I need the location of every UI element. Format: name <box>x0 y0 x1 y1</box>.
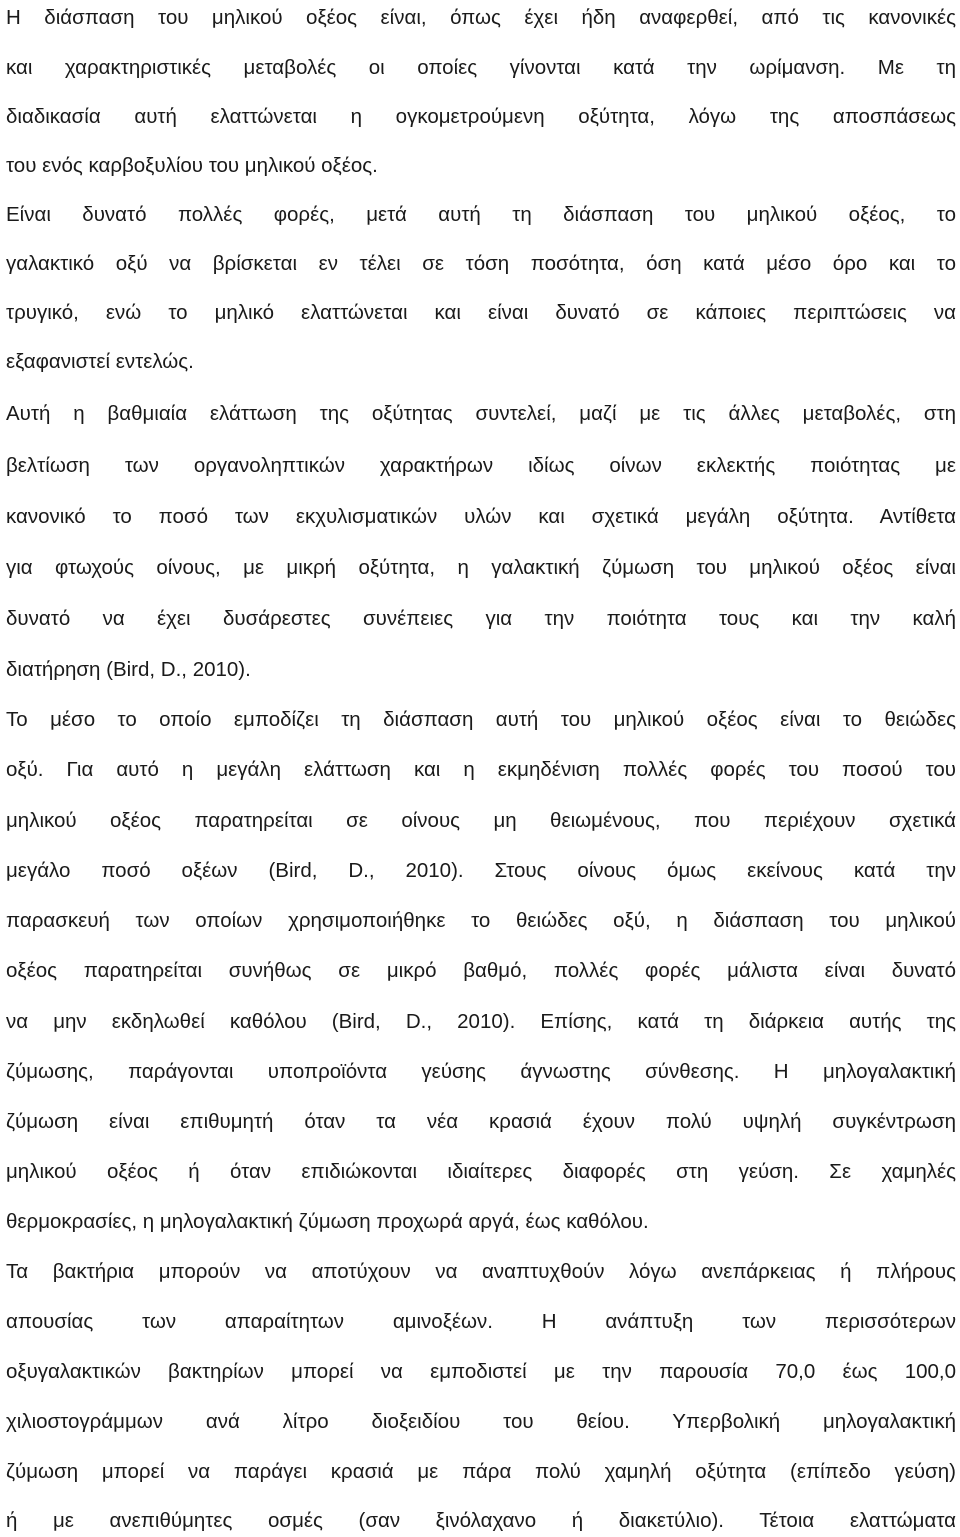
text-line: ζύμωσης, παράγονται υποπροϊόντα γεύσης άγνωστης σύνθεσης. Η μηλογαλακτική <box>6 1060 956 1083</box>
text-line: Αυτή η βαθμιαία ελάττωση της οξύτητας συντελεί, μαζί με τις άλλες μεταβολές, στη <box>6 402 956 425</box>
text-line: Τα βακτήρια μπορούν να αποτύχουν να αναπτυχθούν λόγω ανεπάρκειας ή πλήρους <box>6 1260 956 1283</box>
text-line: οξύ. Για αυτό η μεγάλη ελάττωση και η εκμηδένιση πολλές φορές του ποσού του <box>6 758 956 781</box>
text-line: ζύμωση είναι επιθυμητή όταν τα νέα κρασιά έχουν πολύ υψηλή συγκέντρωση <box>6 1110 956 1133</box>
text-line: εξαφανιστεί εντελώς. <box>6 350 194 373</box>
text-line: χιλιοστογράμμων ανά λίτρο διοξειδίου του θείου. Υπερβολική μηλογαλακτική <box>6 1410 956 1433</box>
text-line: γαλακτικό οξύ να βρίσκεται εν τέλει σε τόση ποσότητα, όση κατά μέσο όρο και το <box>6 252 956 275</box>
text-line: τρυγικό, ενώ το μηλικό ελαττώνεται και είναι δυνατό σε κάποιες περιπτώσεις να <box>6 301 956 324</box>
text-line: θερμοκρασίες, η μηλογαλακτική ζύμωση προχωρά αργά, έως καθόλου. <box>6 1210 649 1233</box>
text-line: μηλικού οξέος ή όταν επιδιώκονται ιδιαίτερες διαφορές στη γεύση. Σε χαμηλές <box>6 1160 956 1183</box>
text-line: Το μέσο το οποίο εμποδίζει τη διάσπαση αυτή του μηλικού οξέος είναι το θειώδες <box>6 708 956 731</box>
text-line: ή με ανεπιθύμητες οσμές (σαν ξινόλαχανο ή διακετύλιο). Τέτοια ελαττώματα <box>6 1509 956 1532</box>
text-line: ζύμωση μπορεί να παράγει κρασιά με πάρα πολύ χαμηλή οξύτητα (επίπεδο γεύση) <box>6 1460 956 1483</box>
text-line: διατήρηση (Bird, D., 2010). <box>6 658 251 681</box>
text-line: απουσίας των απαραίτητων αμινοξέων. Η ανάπτυξη των περισσότερων <box>6 1310 956 1333</box>
text-line: μεγάλο ποσό οξέων (Bird, D., 2010). Στους οίνους όμως εκείνους κατά την <box>6 859 956 882</box>
text-line: και χαρακτηριστικές μεταβολές οι οποίες γίνονται κατά την ωρίμανση. Με τη <box>6 56 956 79</box>
text-line: βελτίωση των οργανοληπτικών χαρακτήρων ιδίως οίνων εκλεκτής ποιότητας με <box>6 454 956 477</box>
text-line: Είναι δυνατό πολλές φορές, μετά αυτή τη διάσπαση του μηλικού οξέος, το <box>6 203 956 226</box>
text-line: κανονικό το ποσό των εκχυλισματικών υλών και σχετικά μεγάλη οξύτητα. Αντίθετα <box>6 505 956 528</box>
text-line: να μην εκδηλωθεί καθόλου (Bird, D., 2010). Επίσης, κατά τη διάρκεια αυτής της <box>6 1010 956 1033</box>
text-line: οξυγαλακτικών βακτηρίων μπορεί να εμποδιστεί με την παρουσία 70,0 έως 100,0 <box>6 1360 956 1383</box>
text-line: του ενός καρβοξυλίου του μηλικού οξέος. <box>6 154 378 177</box>
text-line: παρασκευή των οποίων χρησιμοποιήθηκε το θειώδες οξύ, η διάσπαση του μηλικού <box>6 909 956 932</box>
text-line: μηλικού οξέος παρατηρείται σε οίνους μη θειωμένους, που περιέχουν σχετικά <box>6 809 956 832</box>
text-line: για φτωχούς οίνους, με μικρή οξύτητα, η γαλακτική ζύμωση του μηλικού οξέος είναι <box>6 556 956 579</box>
text-line: Η διάσπαση του μηλικού οξέος είναι, όπως έχει ήδη αναφερθεί, από τις κανονικές <box>6 6 956 29</box>
text-line: διαδικασία αυτή ελαττώνεται η ογκομετρούμενη οξύτητα, λόγω της αποσπάσεως <box>6 105 956 128</box>
text-line: οξέος παρατηρείται συνήθως σε μικρό βαθμό, πολλές φορές μάλιστα είναι δυνατό <box>6 959 956 982</box>
text-line: δυνατό να έχει δυσάρεστες συνέπειες για την ποιότητα τους και την καλή <box>6 607 956 630</box>
